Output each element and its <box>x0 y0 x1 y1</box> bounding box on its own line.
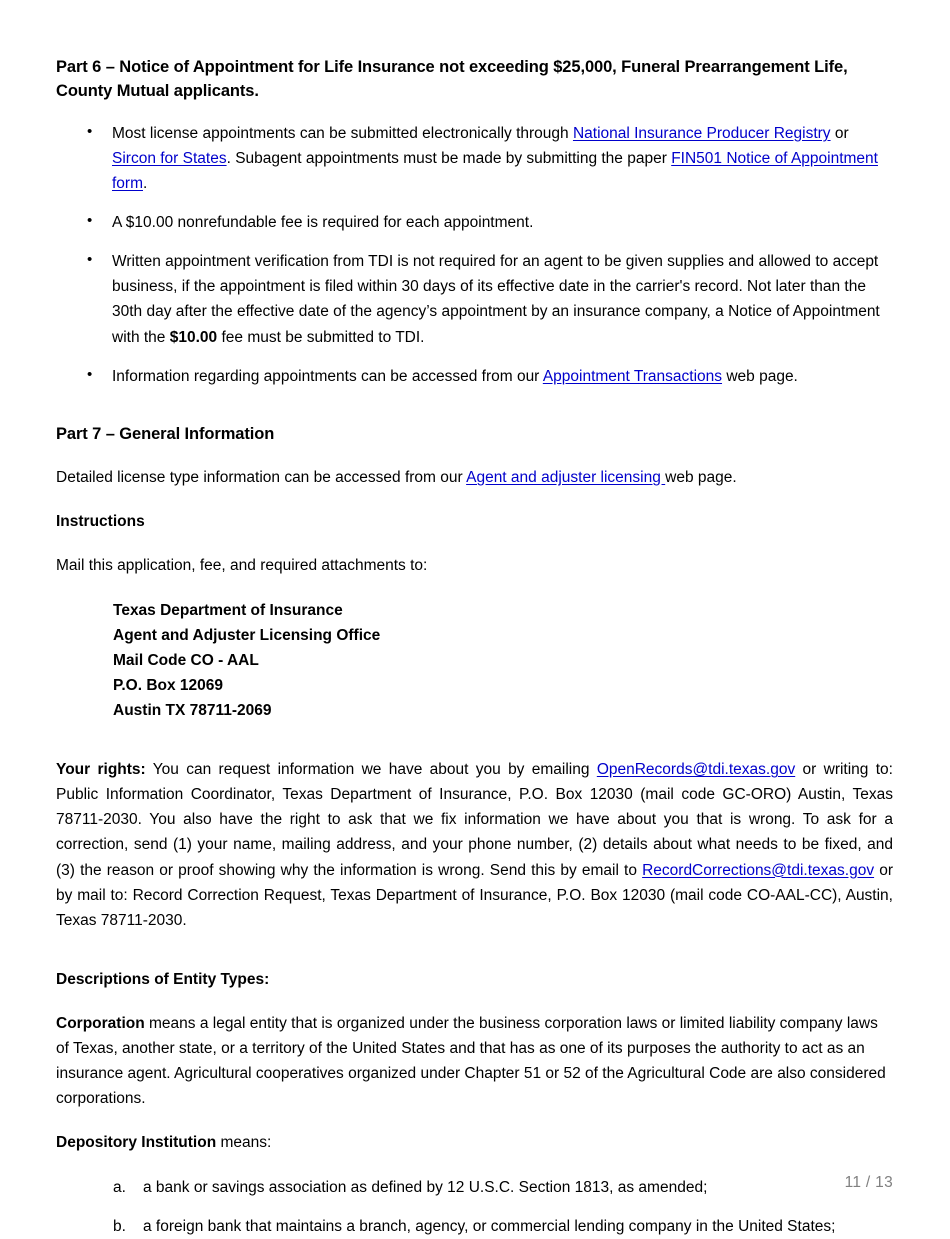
document-link[interactable]: Sircon for States <box>112 149 227 167</box>
spacer <box>56 723 893 757</box>
list-marker: a. <box>113 1178 126 1196</box>
document-link[interactable]: OpenRecords@tdi.texas.gov <box>596 761 796 779</box>
depository-definition <box>56 1130 893 1155</box>
instructions-heading: Instructions <box>56 513 145 531</box>
part7-heading: Part 7 – General Information <box>56 424 275 443</box>
address-line: Austin TX 78711-2069 <box>113 701 272 719</box>
list-item <box>56 1214 893 1239</box>
text-run: Most license appointments can be submitted electronically through <box>112 124 573 142</box>
text-run: or writing to: Public Information Coordinator, Texas Department of Insurance, P.O. Box 12030 (mail code GC-ORO) Austin, Texas 78711-2030. You also have the right to ask that we fix information we have about you that is wrong. To ask for a correction, send (1) your name, mailing address, and your phone number, (2) details about what needs to be fixed, and (3) the reason or proof showing why the information is wrong. Send this by email to <box>56 761 893 879</box>
text-run: means: <box>216 1134 272 1152</box>
bold-text: Corporation <box>56 1014 145 1032</box>
list-marker: b. <box>113 1217 126 1235</box>
bold-text: Depository Institution <box>56 1134 217 1152</box>
list-item-text: a bank or savings association as defined by 12 U.S.C. Section 1813, as amended; <box>143 1178 708 1196</box>
spacer <box>56 490 893 509</box>
address-line: Texas Department of Insurance <box>113 601 343 619</box>
text-run: web page. <box>722 367 798 385</box>
text-run: or <box>830 124 849 142</box>
part6-heading: Part 6 – Notice of Appointment for Life Insurance not exceeding $25,000, Funeral Prearrangement Life, County Mutual applicants. <box>56 58 848 101</box>
document-link[interactable]: Appointment Transactions <box>542 367 723 385</box>
document-link[interactable]: Agent and adjuster licensing <box>466 469 666 487</box>
spacer <box>56 534 893 553</box>
text-run: web page. <box>665 469 737 487</box>
document-link[interactable]: RecordCorrections@tdi.texas.gov <box>642 861 875 879</box>
spacer <box>56 446 893 465</box>
text-run: Written appointment verification from TDI is not required for an agent to be given supplies and allowed to accept business, if the appointment is filed within 30 days of its effective date in the carrier's record. Not later than the 30th day after the effective date of the agency’s appointment by an insurance company, a Notice of Appointment with the <box>112 253 880 346</box>
corporation-definition <box>56 1011 893 1111</box>
spacer <box>56 403 893 422</box>
text-run: . Subagent appointments must be made by submitting the paper <box>226 149 672 167</box>
text-run: A $10.00 nonrefundable fee is required for each appointment. <box>112 214 534 232</box>
list-item <box>56 121 893 196</box>
text-run: . <box>143 175 148 193</box>
spacer <box>56 579 893 598</box>
list-item <box>56 364 893 389</box>
page-number-footer: 11 / 13 <box>844 1174 893 1191</box>
text-run: Detailed license type information can be accessed from our <box>56 469 467 487</box>
spacer <box>56 104 893 121</box>
text-run: Information regarding appointments can be accessed from our <box>112 367 543 385</box>
spacer <box>56 933 893 967</box>
address-line: Agent and Adjuster Licensing Office <box>113 626 381 644</box>
spacer <box>56 1111 893 1130</box>
address-line: P.O. Box 12069 <box>113 676 224 694</box>
text-run: fee must be submitted to TDI. <box>217 328 425 346</box>
depository-sublist <box>56 1175 893 1239</box>
spacer <box>56 992 893 1011</box>
document-link[interactable]: National Insurance Producer Registry <box>572 124 831 142</box>
mailing-address-block <box>56 598 893 724</box>
address-line: Mail Code CO - AAL <box>113 651 259 669</box>
bold-text: $10.00 <box>169 328 218 346</box>
list-item <box>56 249 893 349</box>
list-item-text: a foreign bank that maintains a branch, agency, or commercial lending company in the United States; <box>143 1217 836 1235</box>
text-run: You can request information we have about you by emailing <box>145 761 597 779</box>
your-rights-paragraph <box>56 757 893 933</box>
entity-types-heading: Descriptions of Entity Types: <box>56 970 270 988</box>
part6-bullet-list <box>56 121 893 389</box>
text-run: or by mail to: Record Correction Request, Texas Department of Insurance, P.O. Box 12030 (mail code CO-AAL-CC), Austin, Texas 78711-2030. <box>56 861 893 929</box>
bold-text: Your rights: <box>56 761 146 779</box>
spacer <box>56 1156 893 1175</box>
list-item <box>56 210 893 235</box>
page-content <box>56 55 893 1239</box>
text-run: means a legal entity that is organized under the business corporation laws or limited liability company laws of Texas, another state, or a territory of the United States and that has as one of its purposes the authority to act as an insurance agent. Agricultural cooperatives organized under Chapter 51 or 52 of the Agricultural Code are also considered corporations. <box>56 1014 886 1108</box>
list-item <box>56 1175 893 1200</box>
part7-intro <box>56 465 893 490</box>
mail-instruction-line: Mail this application, fee, and required attachments to: <box>56 557 428 575</box>
document-link[interactable]: FIN501 Notice of Appointment form <box>112 149 878 193</box>
